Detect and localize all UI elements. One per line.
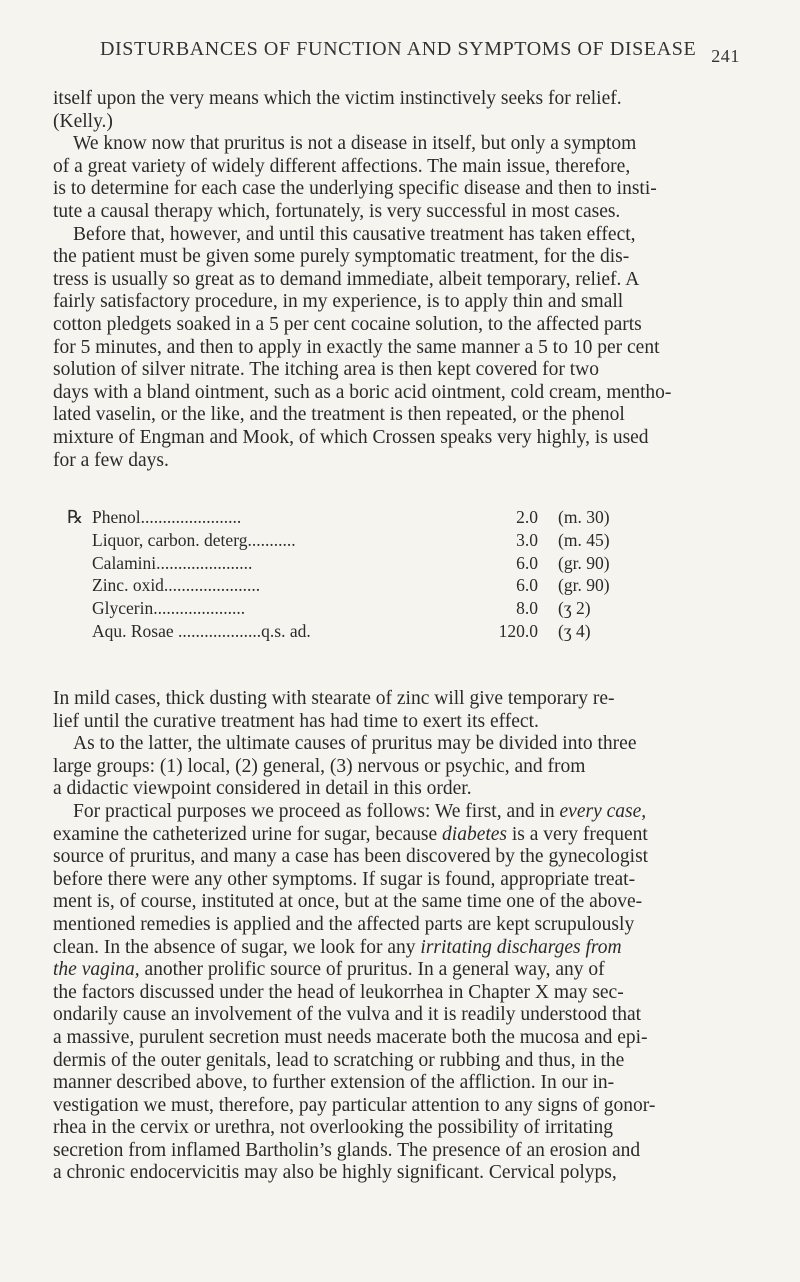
text-line: lated vaselin, or the like, and the treatment is then repeated, or the phenol: [53, 404, 625, 426]
ingredient-name: Calamini......................: [92, 552, 253, 573]
text-run: For practical purposes we proceed as follows: We first, and in: [73, 800, 555, 822]
text-line: itself upon the very means which the victim instinctively seeks for relief.: [53, 88, 622, 109]
ingredient-amount: 3.0: [516, 529, 538, 550]
text-line: ondarily cause an involvement of the vulva and it is readily understood that: [53, 1004, 642, 1026]
paragraph-6: [53, 801, 763, 1185]
text-line: dermis of the outer genitals, lead to scratching or rubbing and thus, in the: [53, 1049, 625, 1071]
ingredient-unit: (gr. 90): [558, 575, 610, 596]
ingredient-name: Aqu. Rosae ...................q.s. ad.: [92, 620, 311, 641]
prescription-row: [92, 574, 712, 597]
text-line: the factors discussed under the head of leukorrhea in Chapter X may sec-: [53, 981, 624, 1003]
ingredient-amount: 6.0: [516, 552, 538, 573]
paragraph-3: [53, 224, 763, 473]
paragraph-1: [53, 88, 763, 133]
running-header: [100, 38, 740, 66]
paragraph-4: [53, 688, 763, 733]
text-line: manner described above, to further extension of the affliction. In our in-: [53, 1072, 615, 1094]
ingredient-amount: 8.0: [516, 598, 538, 619]
text-run: examine the catheterized urine for sugar, because: [53, 823, 438, 845]
text-line: mentioned remedies is applied and the affected parts are kept scrupulously: [53, 913, 635, 935]
ingredient-name: Glycerin.....................: [92, 598, 246, 619]
prescription-row: [92, 506, 712, 529]
ingredient-amount: 2.0: [516, 507, 538, 527]
paragraph-5: [53, 733, 763, 801]
header-title: DISTURBANCES OF FUNCTION AND SYMPTOMS OF DISEASE: [100, 38, 697, 60]
prescription: [67, 506, 712, 643]
prescription-row: [92, 597, 712, 620]
text-line: [53, 824, 763, 847]
text-line: secretion from inflamed Bartholin’s glands. The presence of an erosion and: [53, 1139, 641, 1161]
text-line: ment is, of course, instituted at once, but at the same time one of the above-: [53, 891, 643, 913]
text-line: [53, 937, 763, 960]
text-line: rhea in the cervix or urethra, not overlooking the possibility of irritating: [53, 1117, 613, 1139]
text-block-bottom: [53, 688, 763, 1185]
ingredient-unit: (gr. 90): [558, 552, 610, 573]
ingredient-unit: (ʒ 2): [558, 598, 591, 619]
text-line: Before that, however, and until this causative treatment has taken effect,: [73, 223, 636, 245]
ingredient-amount: 6.0: [516, 575, 538, 596]
emphasis: the vagina,: [53, 959, 140, 981]
ingredient-amount: 120.0: [498, 620, 538, 641]
ingredient-unit: (m. 30): [558, 507, 610, 527]
text-line: source of pruritus, and many a case has been discovered by the gynecologist: [53, 846, 649, 868]
text-line: tute a causal therapy which, fortunately, is very successful in most cases.: [53, 200, 621, 222]
text-line: (Kelly.): [53, 110, 113, 132]
text-line: We know now that pruritus is not a disease in itself, but only a symptom: [73, 133, 637, 155]
prescription-row: [92, 529, 712, 552]
text-line: for 5 minutes, and then to apply in exactly the same manner a 5 to 10 per cent: [53, 336, 660, 358]
emphasis: diabetes: [442, 823, 508, 845]
text-run: another prolific source of pruritus. In a general way, any of: [144, 959, 605, 981]
text-line: a chronic endocervicitis may also be highly significant. Cervical polyps,: [53, 1162, 617, 1184]
text-block-top: [53, 88, 763, 472]
text-line: of a great variety of widely different affections. The main issue, therefore,: [53, 155, 631, 177]
text-line: vestigation we must, therefore, pay particular attention to any signs of gonor-: [53, 1094, 656, 1116]
prescription-row: [92, 552, 712, 575]
text-line: As to the latter, the ultimate causes of pruritus may be divided into three: [73, 733, 637, 755]
ingredient-name: Phenol.......................: [92, 507, 242, 527]
text-line: large groups: (1) local, (2) general, (3) nervous or psychic, and from: [53, 755, 586, 777]
text-line: a massive, purulent secretion must needs macerate both the mucosa and epi-: [53, 1026, 648, 1048]
text-line: [73, 801, 763, 824]
ingredient-name: Zinc. oxid......................: [92, 575, 261, 596]
text-line: is to determine for each case the underlying specific disease and then to insti-: [53, 178, 657, 200]
text-line: mixture of Engman and Mook, of which Crossen speaks very highly, is used: [53, 426, 649, 448]
ingredient-name: Liquor, carbon. deterg...........: [92, 529, 296, 550]
text-line: for a few days.: [53, 449, 169, 471]
text-line: the patient must be given some purely symptomatic treatment, for the dis-: [53, 246, 630, 268]
prescription-row: [92, 620, 712, 643]
paragraph-2: [53, 133, 763, 223]
text-line: In mild cases, thick dusting with stearate of zinc will give temporary re-: [53, 688, 615, 709]
text-line: days with a bland ointment, such as a boric acid ointment, cold cream, mentho-: [53, 381, 672, 403]
text-line: lief until the curative treatment has had time to exert its effect.: [53, 710, 539, 732]
ingredient-unit: (ʒ 4): [558, 620, 591, 641]
rx-icon: ℞: [67, 507, 84, 527]
text-run: is a very frequent: [511, 823, 648, 845]
emphasis: irritating discharges from: [420, 936, 622, 958]
ingredient-unit: (m. 45): [558, 529, 610, 550]
text-line: cotton pledgets soaked in a 5 per cent cocaine solution, to the affected parts: [53, 313, 642, 335]
emphasis: every case,: [559, 800, 647, 822]
text-line: [53, 959, 763, 982]
text-run: clean. In the absence of sugar, we look for any: [53, 936, 416, 958]
text-line: before there were any other symptoms. If sugar is found, appropriate treat-: [53, 868, 636, 890]
text-line: tress is usually so great as to demand immediate, albeit temporary, relief. A: [53, 268, 640, 290]
page-number: 241: [711, 46, 740, 66]
text-line: fairly satisfactory procedure, in my experience, is to apply thin and small: [53, 291, 624, 313]
text-line: a didactic viewpoint considered in detail in this order.: [53, 778, 472, 800]
text-line: solution of silver nitrate. The itching area is then kept covered for two: [53, 359, 600, 381]
